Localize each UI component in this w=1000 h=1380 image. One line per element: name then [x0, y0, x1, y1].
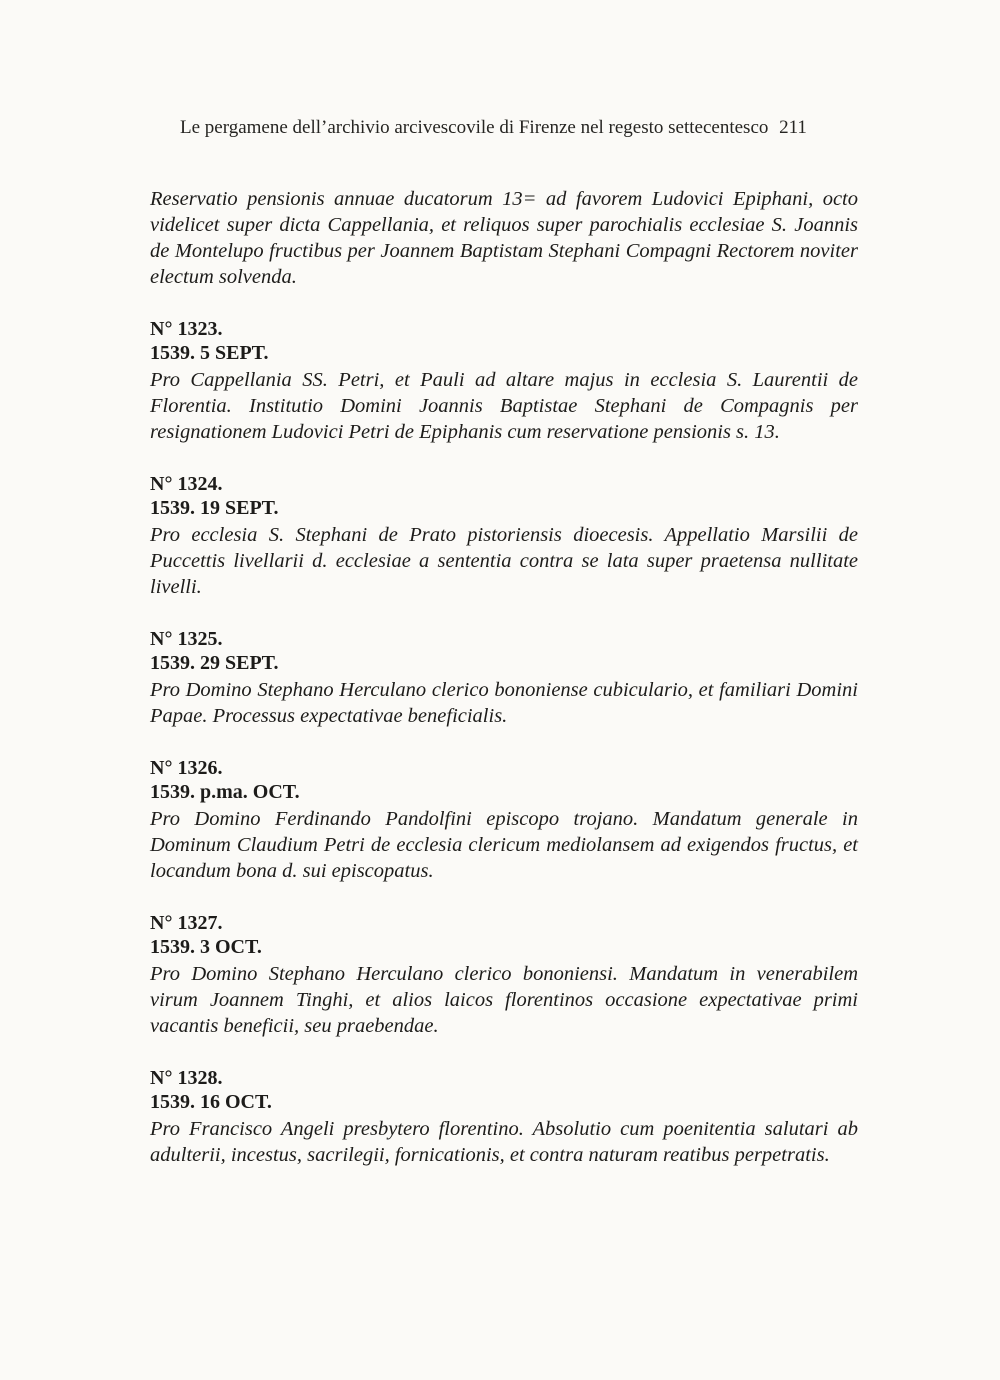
running-header	[180, 116, 860, 140]
entry-1328	[150, 1066, 858, 1168]
entry-date: 1539. 16 OCT.	[150, 1091, 272, 1113]
entry-number: N° 1328.	[150, 1067, 223, 1089]
entry-text: Pro Domino Stephano Herculano clerico bononiense cubiculario, et familiari Domini Papae. Processus expectativae beneficialis.	[150, 679, 858, 727]
entry-1323	[150, 317, 858, 445]
entry-date: 1539. p.ma. OCT.	[150, 781, 300, 803]
entry-text: Pro ecclesia S. Stephani de Prato pistoriensis dioecesis. Appellatio Marsilii de Puccettis livellarii d. ecclesiae a sententia contra se lata super praetensa nullitate livelli.	[150, 524, 858, 598]
page-number: 211	[779, 117, 807, 138]
body-text	[150, 186, 858, 1168]
entry-1324	[150, 472, 858, 600]
entry-number: N° 1326.	[150, 757, 223, 779]
header-title: Le pergamene dell’archivio arcivescovile di Firenze nel regesto settecentesco	[180, 117, 769, 138]
entry-1325	[150, 627, 858, 729]
entry-date: 1539. 29 SEPT.	[150, 652, 279, 674]
entry-number: N° 1323.	[150, 318, 223, 340]
entry-date: 1539. 3 OCT.	[150, 936, 262, 958]
entry-number: N° 1327.	[150, 912, 223, 934]
entry-text: Pro Cappellania SS. Petri, et Pauli ad altare majus in ecclesia S. Laurentii de Florentia. Institutio Domini Joannis Baptistae Stephani de Compagnis per resignationem Ludovici Petri de Epiphanis cum reservatione pensionis s. 13.	[150, 369, 858, 443]
entry-number: N° 1324.	[150, 473, 223, 495]
entry-1327	[150, 911, 858, 1039]
entry-number: N° 1325.	[150, 628, 223, 650]
entry-text: Pro Francisco Angeli presbytero florentino. Absolutio cum poenitentia salutari ab adulterii, incestus, sacrilegii, fornicationis, et contra naturam reatibus perpetratis.	[150, 1118, 858, 1166]
intro-paragraph: Reservatio pensionis annuae ducatorum 13= ad favorem Ludovici Epiphani, octo videlicet super dicta Cappellania, et reliquos super parochialis ecclesiae S. Joannis de Montelupo fructibus per Joannem Baptistam Stephani Compagni Rectorem noviter electum solvenda.	[150, 188, 858, 288]
entry-1326	[150, 756, 858, 884]
entry-date: 1539. 19 SEPT.	[150, 497, 279, 519]
entry-date: 1539. 5 SEPT.	[150, 342, 269, 364]
entry-text: Pro Domino Stephano Herculano clerico bononiensi. Mandatum in venerabilem virum Joannem Tinghi, et alios laicos florentinos occasione expectativae primi vacantis beneficii, seu praebendae.	[150, 963, 858, 1037]
entry-text: Pro Domino Ferdinando Pandolfini episcopo trojano. Mandatum generale in Dominum Claudium Petri de ecclesia clericum mediolansem ad exigendos fructus, et locandum bona d. sui episcopatus.	[150, 808, 858, 882]
